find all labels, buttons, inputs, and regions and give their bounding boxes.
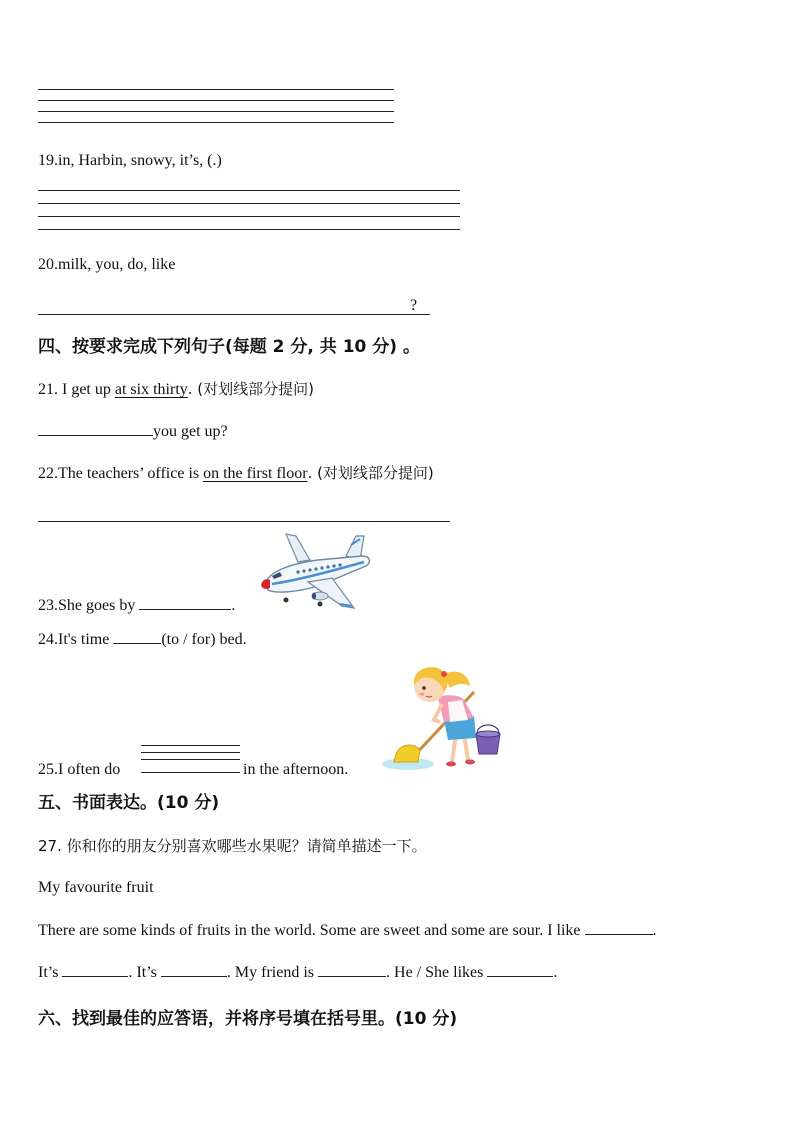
writing-line[interactable] [38,203,460,204]
q24-prefix: 24.It's time [38,631,114,648]
q25-prefix: 25.I often do [38,761,121,778]
q27-line2-b: . It’s [128,964,161,981]
q27-line-1 [38,920,657,941]
writing-line[interactable] [38,122,394,123]
q23-suffix: . [231,597,236,614]
writing-line[interactable] [38,100,394,101]
answer-line[interactable] [141,772,240,773]
airplane-illustration [258,530,376,612]
q21-answer-tail: you get up? [153,423,228,440]
q22-suffix: . (对划线部分提问) [307,464,434,482]
section-4-heading: 四、按要求完成下列句子(每题 2 分, 共 10 分) 。 [38,337,420,357]
q27-prompt: 27. 你和你的朋友分别喜欢哪些水果呢？请简单描述一下。 [38,837,427,855]
q27-essay-title: My favourite fruit [38,879,154,896]
writing-line[interactable] [38,216,460,217]
answer-line[interactable] [38,314,430,315]
q22-prefix: 22.The teachers’ office is [38,465,204,482]
q27-line2-e: . [553,964,558,981]
q27-blank-2[interactable] [161,962,227,977]
answer-line[interactable] [141,752,240,753]
q21-answer [38,421,228,442]
q25-suffix: in the afternoon. [243,761,349,778]
q20-question-mark: ? [410,297,418,314]
answer-line[interactable] [141,759,240,760]
q24-sentence [38,629,247,650]
q27-line2-a: It’s [38,964,63,981]
q21-prefix: 21. I get up [38,381,115,398]
answer-line[interactable] [141,745,240,746]
q27-blank-1[interactable] [62,962,128,977]
answer-line[interactable] [38,521,450,522]
q21-underlined: at six thirty [114,381,188,398]
q21-sentence [38,379,314,400]
q22-underlined: on the first floor [203,465,308,482]
q21-suffix: . (对划线部分提问) [187,380,315,398]
q27-line2-c: . My friend is [226,964,319,981]
writing-line[interactable] [38,190,460,191]
q27-line1-text: There are some kinds of fruits in the world. Some are sweet and some are sour. I like [38,922,585,939]
q21-blank[interactable] [38,421,153,436]
section-5-heading: 五、书面表达。(10 分) [38,793,220,813]
q27-blank-3[interactable] [318,962,386,977]
writing-line[interactable] [38,229,460,230]
q27-blank-4[interactable] [487,962,553,977]
q24-blank[interactable] [113,629,161,644]
girl-mopping-illustration [378,658,504,774]
section-6-heading: 六、找到最佳的应答语，并将序号填在括号里。(10 分) [38,1009,458,1029]
q22-sentence [38,463,434,484]
q20-label: 20.milk, you, do, like [38,256,176,273]
writing-line[interactable] [38,89,394,90]
q27-line-2 [38,962,557,983]
q23-blank[interactable] [139,595,231,610]
q27-blank-i-like[interactable] [585,920,653,935]
q27-line1-end: . [652,922,657,939]
q23-sentence [38,595,235,616]
q19-label: 19.in, Harbin, snowy, it’s, (.) [38,152,222,169]
q23-prefix: 23.She goes by [38,597,140,614]
writing-line[interactable] [38,111,394,112]
q27-line2-d: . He / She likes [386,964,488,981]
q24-suffix: (to / for) bed. [161,631,247,648]
